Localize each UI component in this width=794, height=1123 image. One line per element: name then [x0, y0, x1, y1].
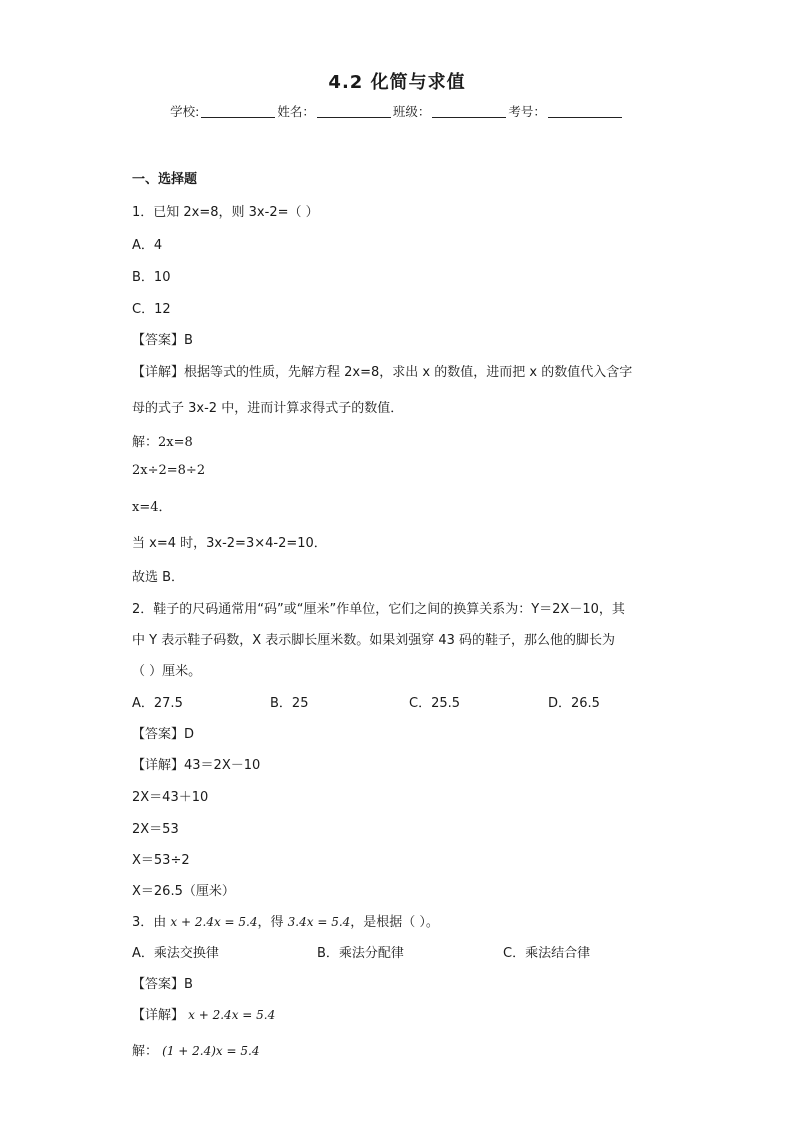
q1-step-3: x=4． [132, 500, 172, 515]
q2-option-a: A．27.5 [132, 696, 183, 711]
school-blank[interactable] [201, 105, 275, 118]
q2-step-2: 2X＝53 [132, 822, 179, 837]
q3-stem-suffix: ，是根据（ ）。 [350, 915, 439, 930]
name-blank[interactable] [317, 105, 391, 118]
q1-step-5: 故选 B． [132, 570, 185, 585]
q3-expression-1: x + 2.4x = 5.4 [170, 915, 258, 929]
answer-label: 【答案】 [132, 977, 185, 992]
q1-step-1: 解：2x=8 [132, 435, 193, 450]
name-label: 姓名： [277, 104, 315, 119]
q1-step-2: 2x÷2=8÷2 [132, 463, 206, 478]
q3-answer [132, 973, 193, 992]
detail-label: 【详解】 [132, 365, 185, 380]
q3-detail [132, 1004, 275, 1023]
q2-stem-line3: （ ）厘米。 [132, 664, 202, 679]
q2-answer [132, 723, 194, 742]
q3-option-a: A．乘法交换律 [132, 946, 219, 961]
q2-stem-line1: 2．鞋子的尺码通常用“码”或“厘米”作单位，它们之间的换算关系为：Y＝2X－10，其 [132, 602, 625, 617]
q3-option-b: B．乘法分配律 [317, 946, 404, 961]
class-label: 班级： [392, 104, 431, 119]
q1-option-a: A．4 [132, 238, 163, 253]
answer-value: D [184, 727, 195, 742]
number-blank[interactable] [548, 105, 622, 118]
q3-solve-expression: (1 + 2.4)x = 5.4 [162, 1044, 260, 1058]
q3-expression-2: 3.4x = 5.4 [287, 915, 351, 929]
q3-detail-expression: x + 2.4x = 5.4 [188, 1008, 276, 1022]
section-heading: 一、选择题 [132, 172, 198, 187]
q2-option-c: C．25.5 [409, 696, 461, 711]
q2-stem-line2: 中 Y 表示鞋子码数，X 表示脚长厘米数。如果刘强穿 43 码的鞋子，那么他的脚长为 [132, 633, 616, 648]
answer-value: B [184, 977, 193, 992]
student-info-line [0, 102, 794, 120]
q2-option-d: D．26.5 [548, 696, 600, 711]
q1-step-4: 当 x=4 时，3x-2=3×4-2=10． [132, 536, 327, 551]
q3-stem-prefix: 3．由 [132, 915, 167, 930]
detail-label: 【详解】 [132, 1008, 185, 1023]
q2-step-1: 2X＝43＋10 [132, 790, 209, 805]
answer-label: 【答案】 [132, 727, 185, 742]
q1-stem: 1．已知 2x=8，则 3x-2=（ ） [132, 205, 319, 220]
q3-stem [132, 911, 439, 930]
number-label: 考号： [508, 104, 546, 119]
q1-detail-line2: 母的式子 3x-2 中，进而计算求得式子的数值． [132, 401, 404, 416]
q1-option-b: B．10 [132, 270, 171, 285]
page-title: 4.2 化简与求值 [328, 72, 466, 93]
q2-detail [132, 754, 260, 773]
detail-text: 43＝2X－10 [184, 758, 261, 773]
q2-step-4: X＝26.5（厘米） [132, 884, 235, 899]
q3-option-c: C．乘法结合律 [503, 946, 591, 961]
q2-step-3: X＝53÷2 [132, 853, 190, 868]
school-label: 学校: [170, 104, 200, 119]
answer-value: B [184, 333, 193, 348]
q1-answer [132, 329, 193, 348]
class-blank[interactable] [432, 105, 506, 118]
q3-stem-mid: ，得 [257, 915, 284, 930]
q3-solve-label: 解： [132, 1044, 159, 1059]
q1-detail-line1 [132, 361, 632, 380]
q2-option-b: B．25 [270, 696, 309, 711]
detail-label: 【详解】 [132, 758, 185, 773]
detail-text: 根据等式的性质，先解方程 2x=8，求出 x 的数值，进而把 x 的数值代入含字 [184, 365, 633, 380]
q3-solve [132, 1040, 259, 1059]
q1-option-c: C．12 [132, 302, 171, 317]
answer-label: 【答案】 [132, 333, 185, 348]
